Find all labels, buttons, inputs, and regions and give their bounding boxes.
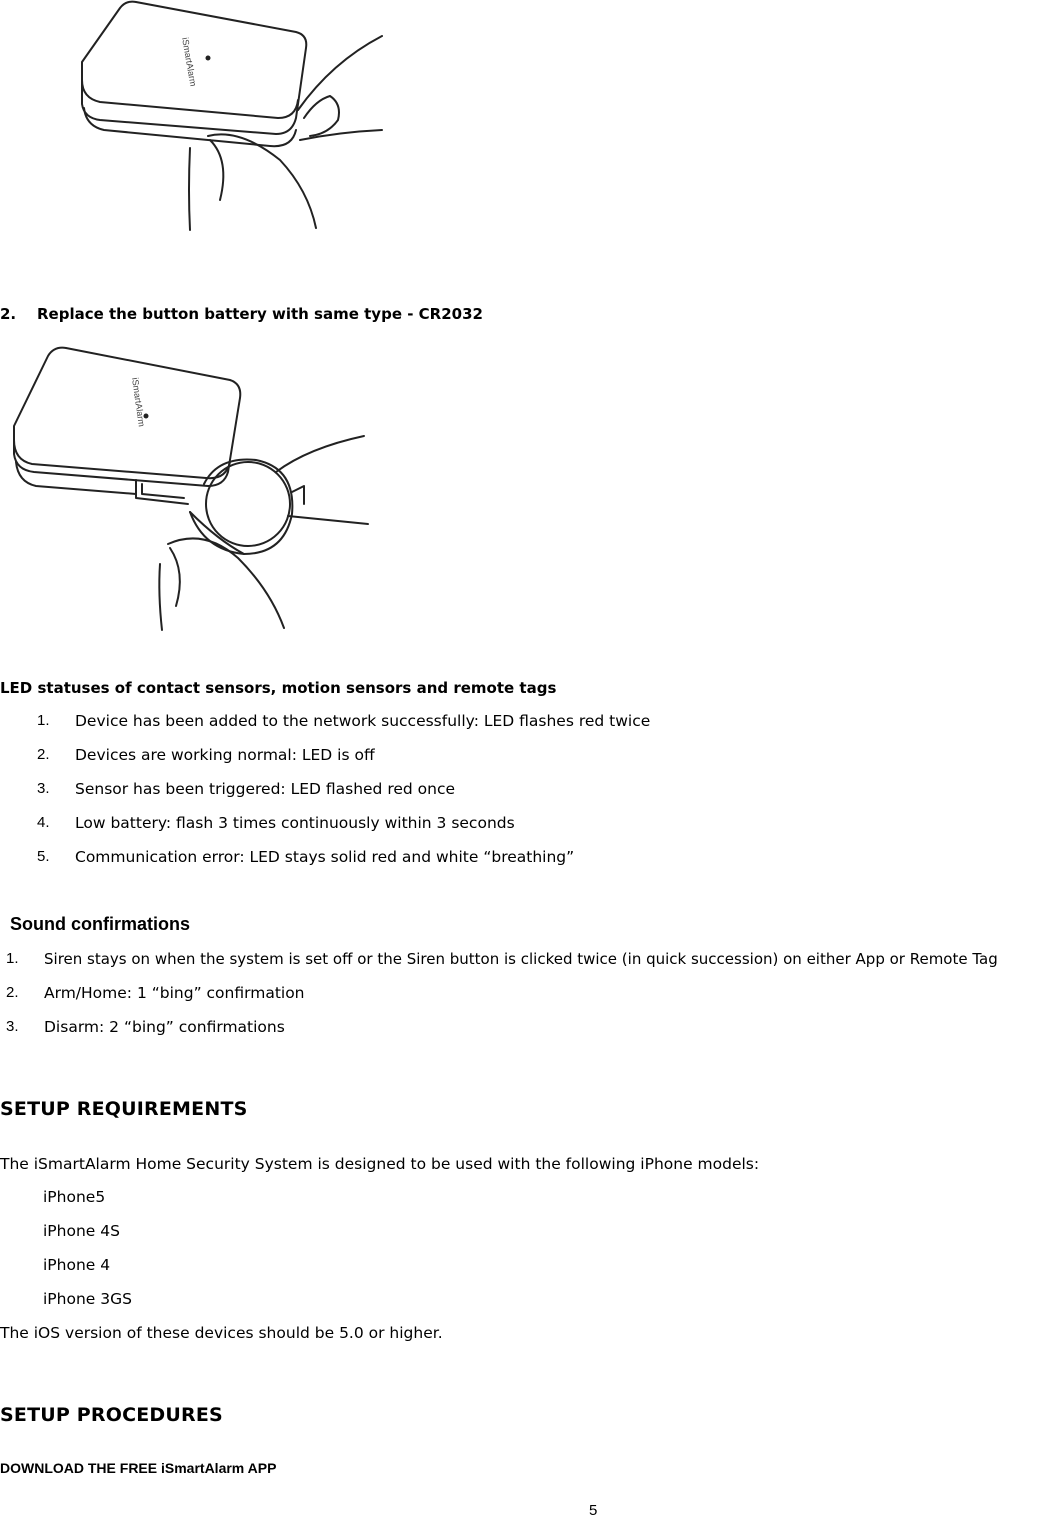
sound-confirmations-heading: Sound confirmations [10, 914, 190, 934]
list-item: iPhone 4 [43, 1256, 111, 1274]
list-item: iPhone 4S [43, 1222, 120, 1240]
battery-tray-illustration [70, 0, 390, 235]
requirements-intro: The iSmartAlarm Home Security System is designed to be used with the following iPhone models: [0, 1155, 760, 1173]
download-app-subheading: DOWNLOAD THE FREE iSmartAlarm APP [0, 1460, 277, 1476]
ios-version-note: The iOS version of these devices should be 5.0 or higher. [0, 1324, 443, 1342]
device-logo: iSmartAlarm [130, 376, 147, 428]
device-logo: iSmartAlarm [180, 36, 199, 88]
led-statuses-heading: LED statuses of contact sensors, motion sensors and remote tags [0, 679, 557, 697]
page-number: 5 [589, 1502, 598, 1519]
setup-requirements-heading: SETUP REQUIREMENTS [0, 1098, 248, 1120]
step-number: 2. [0, 305, 17, 323]
list-item: iPhone 3GS [43, 1290, 132, 1308]
setup-procedures-heading: SETUP PROCEDURES [0, 1404, 223, 1426]
step-heading: Replace the button battery with same type - CR2032 [37, 305, 483, 323]
battery-replacement-illustration [8, 344, 378, 634]
list-item: iPhone5 [43, 1188, 106, 1206]
